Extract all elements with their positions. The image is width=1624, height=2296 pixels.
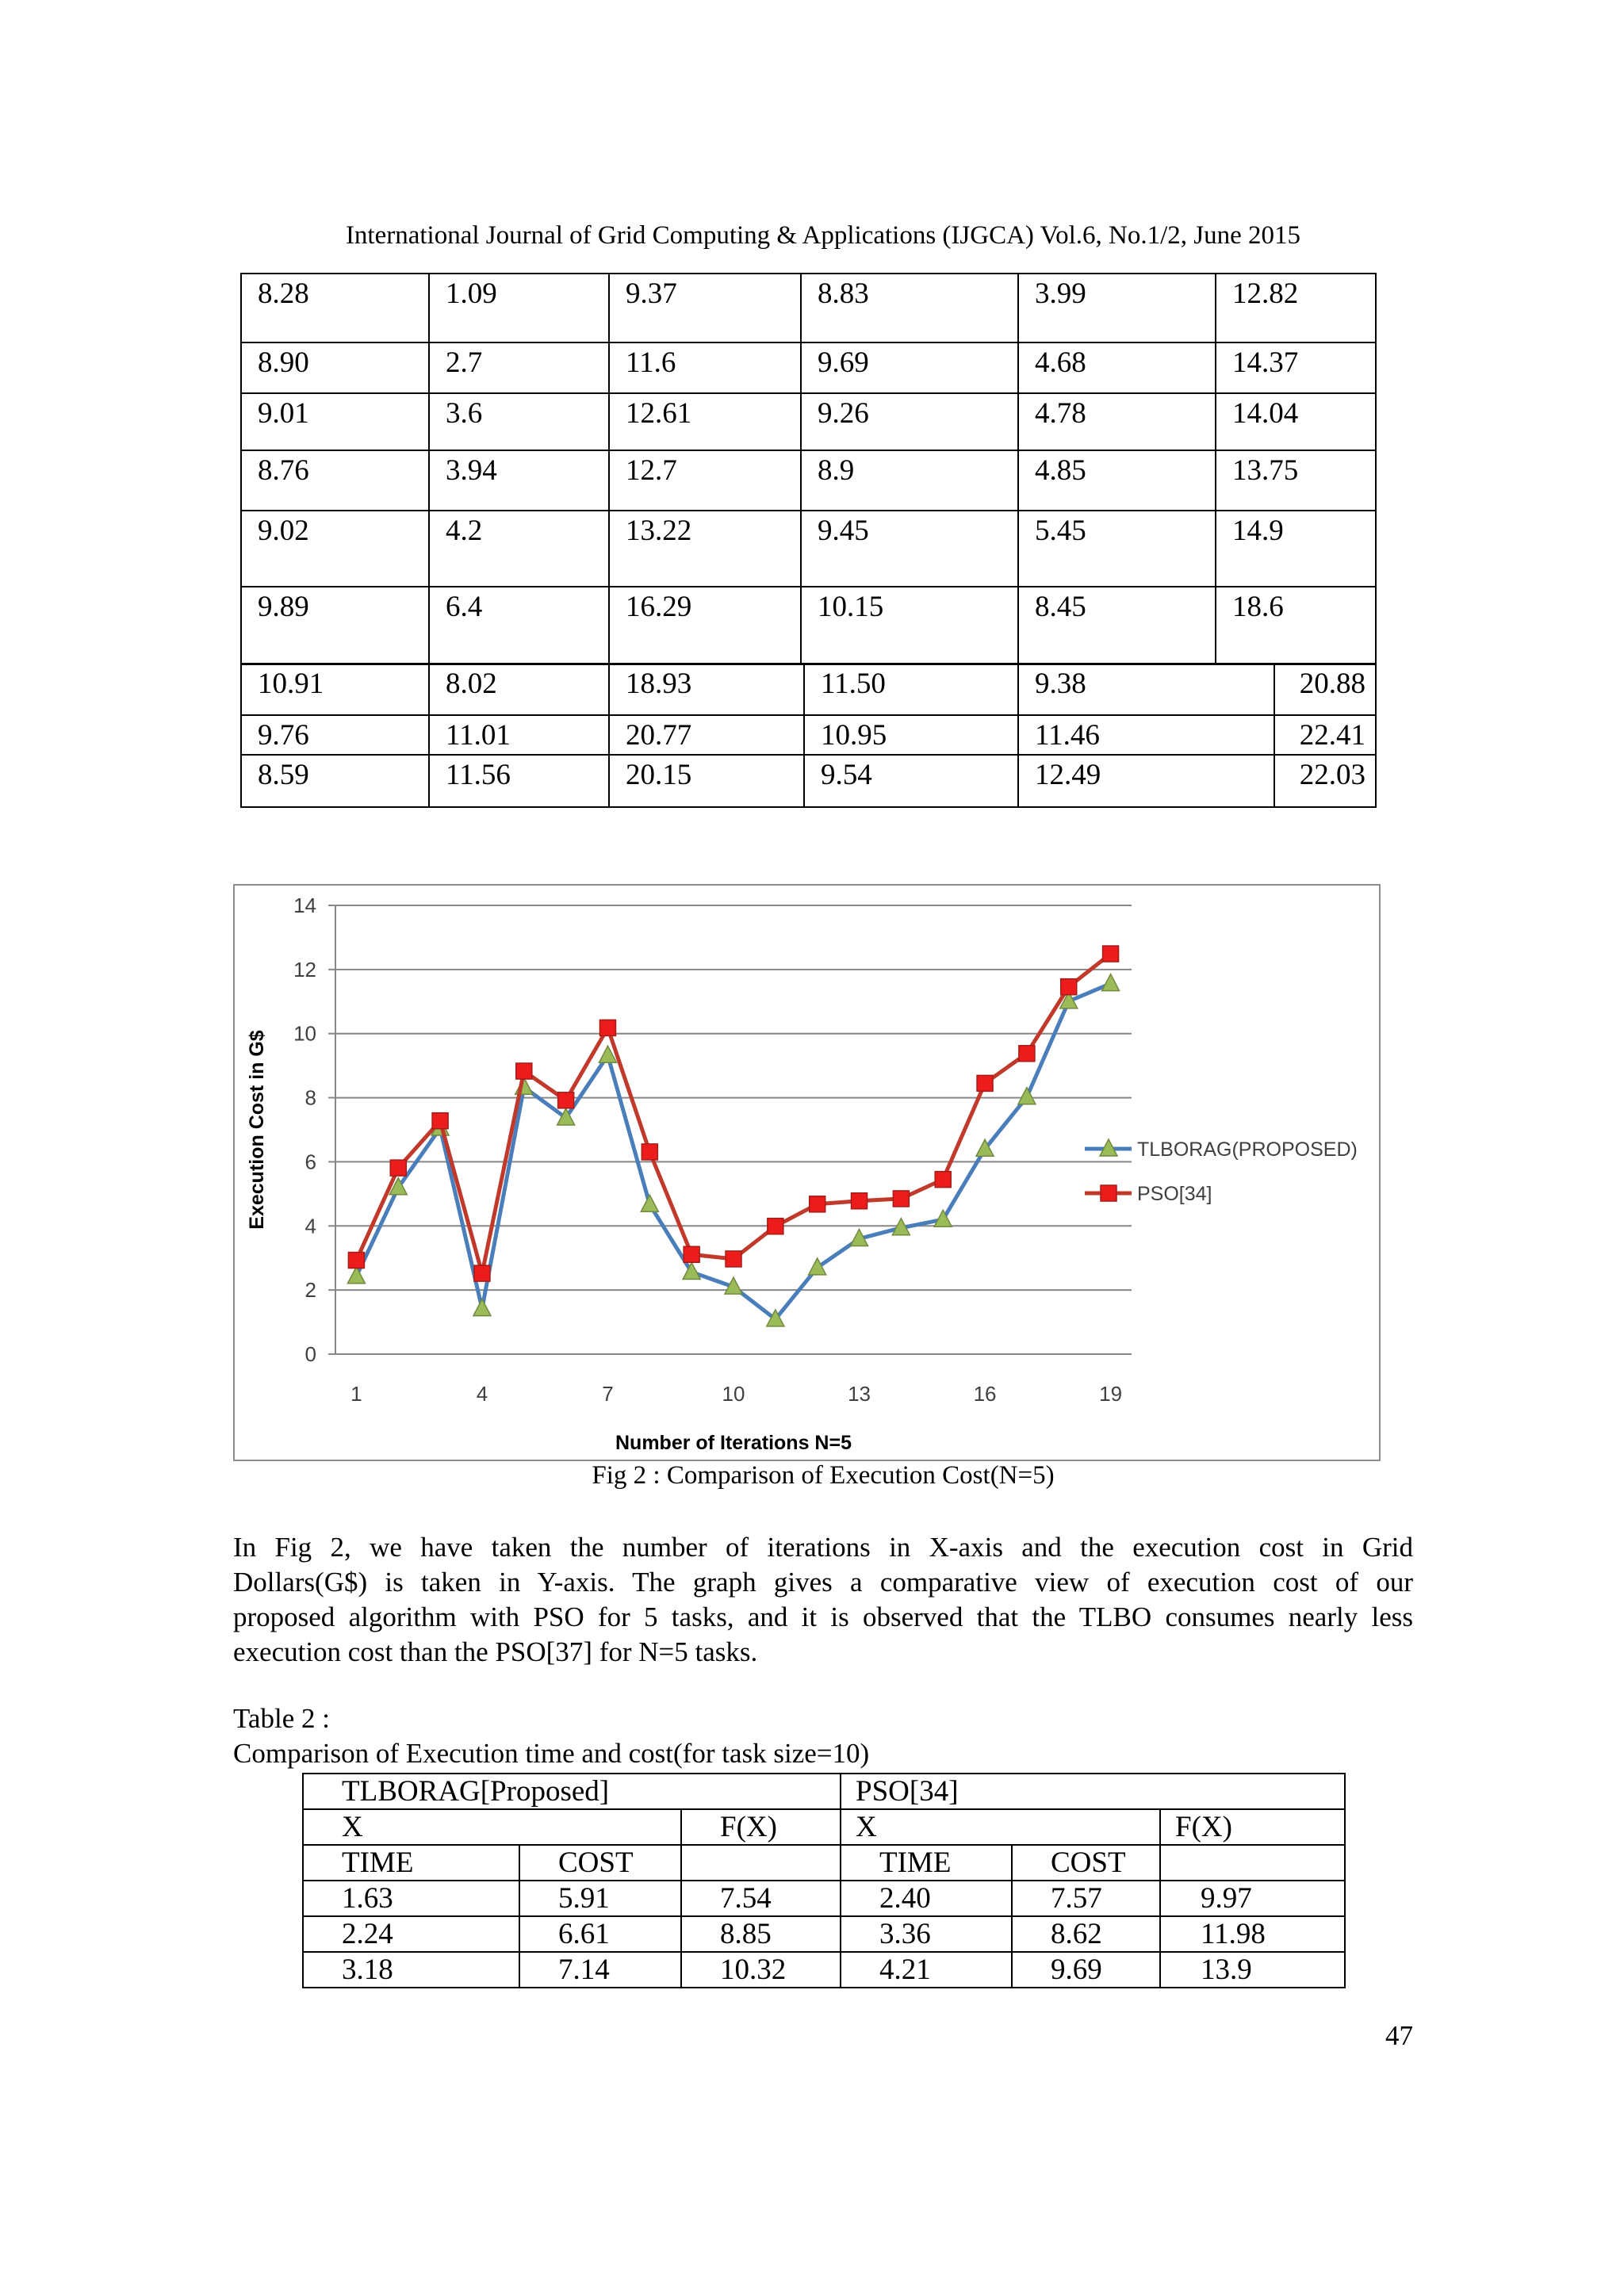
table-cell: 4.68 (1018, 342, 1216, 393)
data-point-pso (852, 1193, 868, 1209)
table-header-row (303, 1809, 1345, 1845)
table-row (241, 664, 1376, 715)
table-cell: 9.02 (241, 511, 429, 587)
table-cell: 9.76 (241, 715, 429, 755)
comparison-table (302, 1773, 1346, 1988)
table-cell: 16.29 (609, 587, 801, 664)
y-tick-label: 4 (304, 1214, 316, 1238)
data-point-pso (558, 1093, 574, 1108)
table-cell: 10.32 (681, 1952, 841, 1988)
table-cell: 12.82 (1216, 274, 1376, 342)
x-tick-label: 1 (350, 1382, 362, 1406)
paragraph-line: In Fig 2, we have taken the number of iterations in X-axis and the execution cost in Grid (233, 1532, 1413, 1563)
x-tick-label: 16 (973, 1382, 997, 1406)
table-cell: 9.69 (1012, 1952, 1160, 1988)
x-tick-label: 19 (1099, 1382, 1123, 1406)
table-row (241, 274, 1376, 342)
table-cell: 4.85 (1018, 450, 1216, 511)
y-tick-label: 0 (304, 1342, 316, 1366)
table-cell: 3.36 (841, 1916, 1012, 1952)
x-tick-label: 13 (848, 1382, 871, 1406)
col-header-empty (1160, 1845, 1345, 1881)
col-header-empty (681, 1845, 841, 1881)
sub-header-fx: F(X) (681, 1809, 841, 1845)
table-cell: 11.50 (804, 664, 1018, 715)
table-row (241, 511, 1376, 587)
table-cell: 20.15 (609, 755, 804, 807)
results-table-top (240, 273, 1377, 665)
table-row (241, 393, 1376, 450)
table-cell: 4.2 (429, 511, 609, 587)
table-cell: 6.4 (429, 587, 609, 664)
table-cell: 8.59 (241, 755, 429, 807)
x-tick-label: 10 (722, 1382, 745, 1406)
results-table-bottom (240, 663, 1377, 808)
table-cell: 1.09 (429, 274, 609, 342)
col-header-cost: COST (519, 1845, 681, 1881)
table-row (241, 587, 1376, 664)
table-cell: 8.90 (241, 342, 429, 393)
x-tick-label: 7 (602, 1382, 614, 1406)
table-cell: 7.57 (1012, 1881, 1160, 1916)
x-axis-title: Number of Iterations N=5 (615, 1432, 852, 1454)
y-tick-label: 12 (293, 957, 316, 982)
table-cell: 8.62 (1012, 1916, 1160, 1952)
table-cell: 3.94 (429, 450, 609, 511)
table-row (303, 1952, 1345, 1988)
table-cell: 2.24 (303, 1916, 519, 1952)
table-cell: 2.40 (841, 1881, 1012, 1916)
table-cell: 12.61 (609, 393, 801, 450)
table-cell: 11.6 (609, 342, 801, 393)
table-row (241, 342, 1376, 393)
table-cell: 20.88 (1274, 664, 1376, 715)
y-tick-label: 2 (304, 1278, 316, 1303)
table-header-row (303, 1845, 1345, 1881)
group-header-pso: PSO[34] (841, 1774, 1345, 1809)
table-cell: 22.03 (1274, 755, 1376, 807)
table-row (303, 1881, 1345, 1916)
table-cell: 7.14 (519, 1952, 681, 1988)
table-cell: 8.45 (1018, 587, 1216, 664)
table-cell: 2.7 (429, 342, 609, 393)
col-header-time: TIME (303, 1845, 519, 1881)
table-cell: 3.6 (429, 393, 609, 450)
data-point-pso (474, 1265, 490, 1281)
y-tick-label: 14 (293, 894, 316, 917)
table-cell: 1.63 (303, 1881, 519, 1916)
table-cell: 11.56 (429, 755, 609, 807)
table-cell: 18.93 (609, 664, 804, 715)
table-cell: 13.9 (1160, 1952, 1345, 1988)
table-cell: 20.77 (609, 715, 804, 755)
data-point-pso (432, 1113, 448, 1129)
table-cell: 18.6 (1216, 587, 1376, 664)
table-row (241, 715, 1376, 755)
paragraph-line: Dollars(G$) is taken in Y-axis. The graph gives a comparative view of execution cost of our (233, 1567, 1413, 1598)
table-cell: 9.54 (804, 755, 1018, 807)
table-cell: 10.95 (804, 715, 1018, 755)
legend-label-tlborag: TLBORAG(PROPOSED) (1137, 1138, 1358, 1161)
legend-marker-pso (1101, 1185, 1116, 1201)
legend-label-pso: PSO[34] (1137, 1183, 1212, 1205)
data-point-pso (1061, 979, 1077, 995)
table-cell: 6.61 (519, 1916, 681, 1952)
data-point-pso (642, 1144, 657, 1160)
paragraph-line: proposed algorithm with PSO for 5 tasks, and it is observed that the TLBO consumes nearly less (233, 1601, 1413, 1632)
table-cell: 10.91 (241, 664, 429, 715)
data-point-pso (1103, 946, 1119, 962)
table-cell: 3.99 (1018, 274, 1216, 342)
journal-header: International Journal of Grid Computing & Applications (IJGCA) Vol.6, No.1/2, June 2015 (345, 221, 1301, 250)
figure-caption: Fig 2 : Comparison of Execution Cost(N=5) (592, 1461, 1055, 1490)
table-cell: 11.01 (429, 715, 609, 755)
table-cell: 9.89 (241, 587, 429, 664)
group-header-tlborag: TLBORAG[Proposed] (303, 1774, 841, 1809)
table-cell: 14.37 (1216, 342, 1376, 393)
data-point-pso (390, 1160, 406, 1176)
x-tick-label: 4 (476, 1382, 488, 1406)
execution-cost-line-chart (233, 884, 1381, 1461)
body-paragraph (233, 1530, 1413, 1670)
table-cell: 5.45 (1018, 511, 1216, 587)
sub-header-fx: F(X) (1160, 1809, 1345, 1845)
data-point-pso (977, 1075, 993, 1091)
table-cell: 9.97 (1160, 1881, 1345, 1916)
y-tick-label: 10 (293, 1021, 316, 1046)
page-number: 47 (1385, 2020, 1413, 2051)
table-cell: 8.76 (241, 450, 429, 511)
table-cell: 8.02 (429, 664, 609, 715)
table-cell: 5.91 (519, 1881, 681, 1916)
table-cell: 9.69 (801, 342, 1018, 393)
sub-header-x: X (303, 1809, 681, 1845)
table-row (241, 450, 1376, 511)
sub-header-x: X (841, 1809, 1160, 1845)
table-cell: 8.83 (801, 274, 1018, 342)
table2-title: Comparison of Execution time and cost(for task size=10) (233, 1738, 870, 1769)
table-cell: 13.22 (609, 511, 801, 587)
table-cell: 9.01 (241, 393, 429, 450)
data-point-pso (516, 1063, 532, 1079)
table-cell: 9.38 (1018, 664, 1274, 715)
data-point-pso (1019, 1046, 1035, 1062)
table-cell: 8.9 (801, 450, 1018, 511)
paragraph-line: execution cost than the PSO[37] for N=5 tasks. (233, 1636, 758, 1667)
table-header-row (303, 1774, 1345, 1809)
table-cell: 4.78 (1018, 393, 1216, 450)
table-cell: 22.41 (1274, 715, 1376, 755)
table-cell: 11.46 (1018, 715, 1274, 755)
col-header-time: TIME (841, 1845, 1012, 1881)
table-cell: 11.98 (1160, 1916, 1345, 1952)
col-header-cost: COST (1012, 1845, 1160, 1881)
table-cell: 8.28 (241, 274, 429, 342)
y-tick-label: 6 (304, 1150, 316, 1174)
data-point-pso (348, 1253, 364, 1269)
table-cell: 12.7 (609, 450, 801, 511)
data-point-pso (599, 1020, 615, 1035)
data-point-pso (893, 1191, 909, 1207)
table-cell: 9.37 (609, 274, 801, 342)
table-cell: 3.18 (303, 1952, 519, 1988)
table-cell: 9.26 (801, 393, 1018, 450)
data-point-pso (726, 1251, 741, 1267)
table-row (241, 755, 1376, 807)
data-point-pso (935, 1172, 951, 1188)
table-cell: 8.85 (681, 1916, 841, 1952)
table-cell: 7.54 (681, 1881, 841, 1916)
table-cell: 4.21 (841, 1952, 1012, 1988)
table-cell: 14.9 (1216, 511, 1376, 587)
table2-label: Table 2 : (233, 1703, 330, 1734)
table-cell: 14.04 (1216, 393, 1376, 450)
data-point-pso (810, 1196, 825, 1212)
y-tick-label: 8 (304, 1085, 316, 1110)
data-point-pso (768, 1219, 783, 1234)
table-row (303, 1916, 1345, 1952)
table-cell: 10.15 (801, 587, 1018, 664)
data-point-pso (684, 1246, 699, 1262)
table-cell: 9.45 (801, 511, 1018, 587)
table-cell: 12.49 (1018, 755, 1274, 807)
y-axis-title: Execution Cost in G$ (246, 1030, 268, 1230)
table-cell: 13.75 (1216, 450, 1376, 511)
